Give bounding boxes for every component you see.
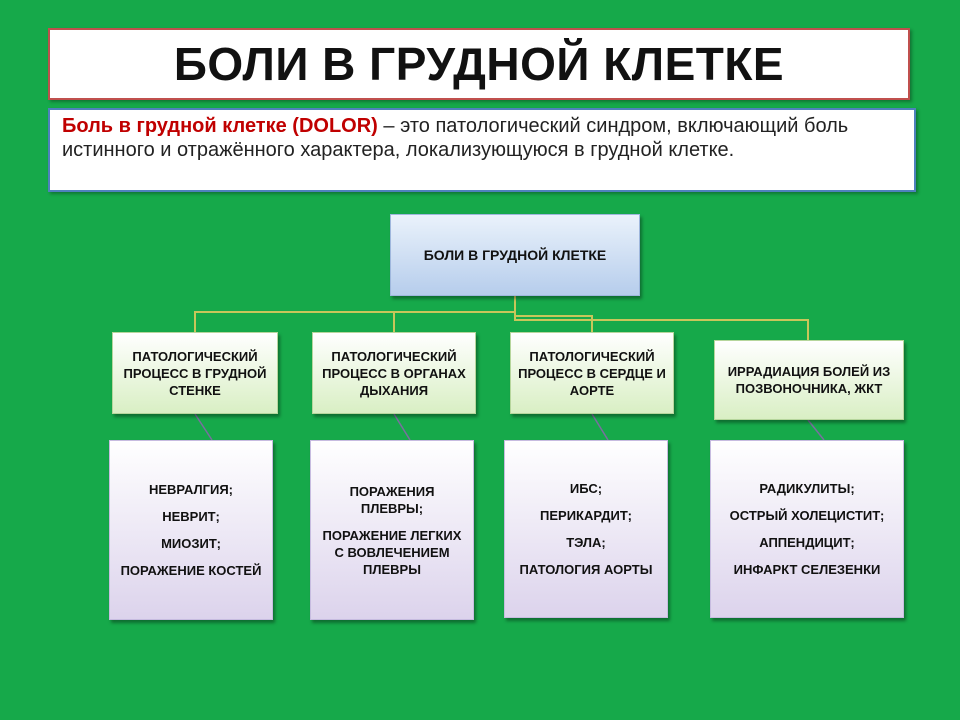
- category-node-chest-wall: ПАТОЛОГИЧЕСКИЙ ПРОЦЕСС В ГРУДНОЙ СТЕНКЕ: [112, 332, 278, 414]
- leaf-item: ИБС;: [569, 481, 603, 496]
- connector-leaf-4: [808, 420, 824, 440]
- leaf-item: ПОРАЖЕНИЯ ПЛЕВРЫ;: [349, 483, 435, 516]
- leaf-item: ПАТОЛОГИЯ АОРТЫ: [519, 562, 653, 577]
- leaf-item: ОСТРЫЙ ХОЛЕЦИСТИТ;: [729, 508, 885, 523]
- category-node-irradiation: ИРРАДИАЦИЯ БОЛЕЙ ИЗ ПОЗВОНОЧНИКА, ЖКТ: [714, 340, 904, 420]
- leaf-node-chest-wall: [109, 440, 273, 620]
- leaf-item: АППЕНДИЦИТ;: [759, 535, 855, 550]
- category-node-respiratory: ПАТОЛОГИЧЕСКИЙ ПРОЦЕСС В ОРГАНАХ ДЫХАНИЯ: [312, 332, 476, 414]
- connector-leaf-3: [592, 414, 608, 440]
- category-node-heart-aorta: ПАТОЛОГИЧЕСКИЙ ПРОЦЕСС В СЕРДЦЕ И АОРТЕ: [510, 332, 674, 414]
- leaf-item: ТЭЛА;: [566, 535, 606, 550]
- slide-title: БОЛИ В ГРУДНОЙ КЛЕТКЕ: [173, 38, 785, 90]
- leaf-node-respiratory: [310, 440, 474, 620]
- connector-cat-2: [394, 312, 515, 332]
- leaf-node-heart-aorta: [504, 440, 668, 618]
- connector-leaf-1: [195, 414, 212, 440]
- leaf-item: ИНФАРКТ СЕЛЕЗЕНКИ: [733, 562, 881, 577]
- connector-leaf-2: [394, 414, 410, 440]
- connector-cat-1: [195, 312, 515, 332]
- leaf-item: ПОРАЖЕНИЕ ЛЕГКИХ С ВОВЛЕЧЕНИЕМ ПЛЕВРЫ: [322, 527, 462, 577]
- connector-cat-3: [515, 305, 592, 332]
- leaf-item: ПЕРИКАРДИТ;: [540, 508, 632, 523]
- definition-text: – это патологический синдром, включающий боль истинного и отражённого характера, локализующуюся в грудной клетке.: [62, 115, 849, 161]
- leaf-item: МИОЗИТ;: [161, 536, 221, 551]
- leaf-item: НЕВРИТ;: [162, 509, 220, 524]
- diagram-root-node: БОЛИ В ГРУДНОЙ КЛЕТКЕ: [390, 214, 640, 296]
- leaf-item: РАДИКУЛИТЫ;: [759, 481, 855, 496]
- leaf-item: ПОРАЖЕНИЕ КОСТЕЙ: [120, 563, 262, 578]
- leaf-item: НЕВРАЛГИЯ;: [148, 482, 234, 497]
- definition-term: Боль в грудной клетке (DOLOR): [62, 115, 378, 137]
- leaf-node-irradiation: [710, 440, 904, 618]
